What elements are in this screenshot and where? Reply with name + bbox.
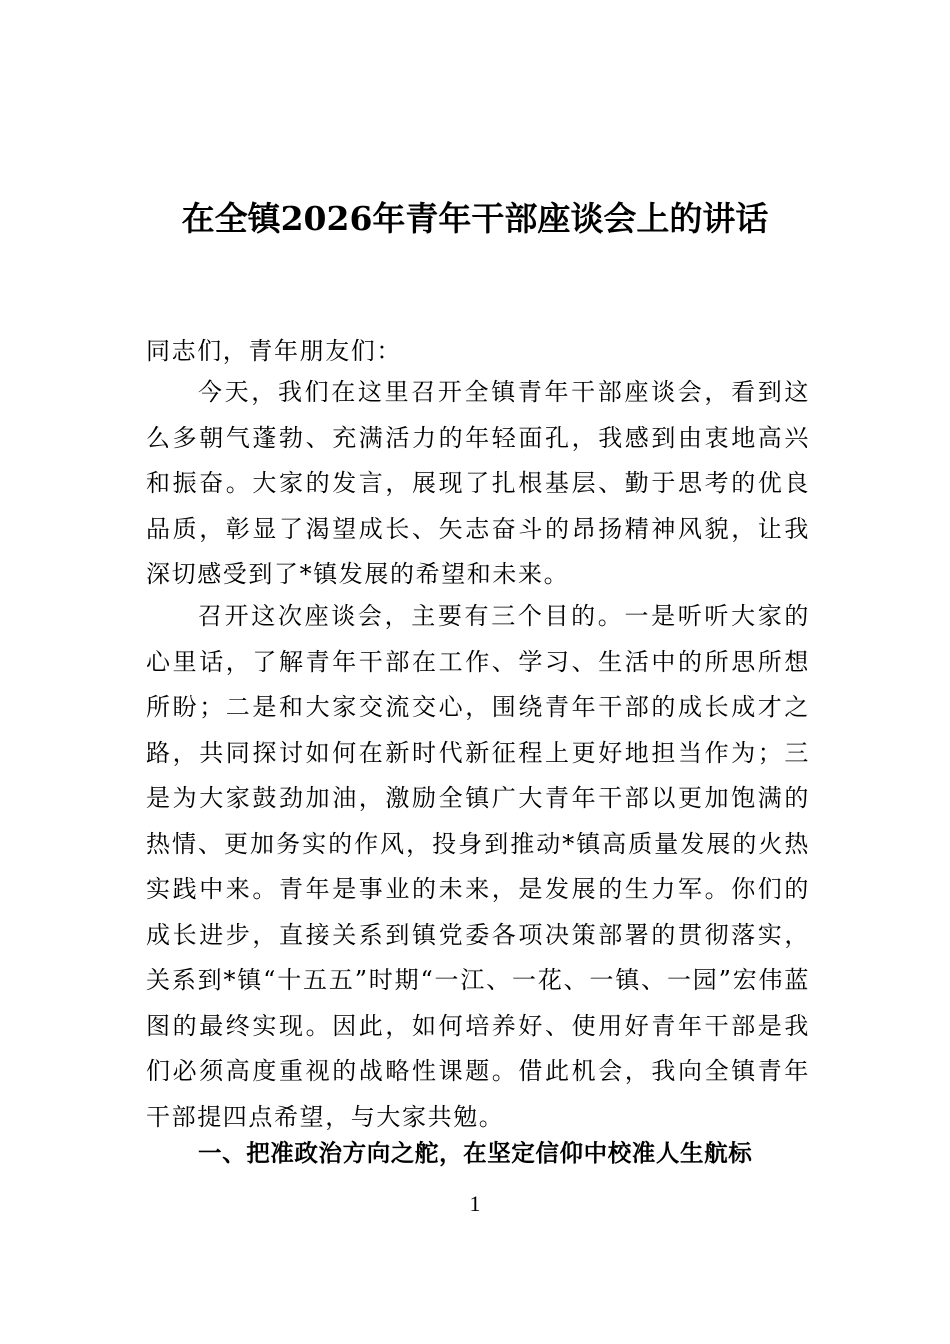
page-number: 1 bbox=[469, 1191, 481, 1216]
salutation: 同志们，青年朋友们： bbox=[146, 337, 402, 365]
paragraph-opening: 今天，我们在这里召开全镇青年干部座谈会，看到这么多朝气蓬勃、充满活力的年轻面孔，我感到由衷地高兴和振奋。大家的发言，展现了扎根基层、勤于思考的优良品质，彰显了渴望成长、矢志奋斗的昂扬精神风貌，让我深切感受到了*镇发展的希望和未来。 bbox=[146, 378, 810, 588]
paragraph-purpose: 召开这次座谈会，主要有三个目的。一是听听大家的心里话，了解青年干部在工作、学习、生活中的所思所想所盼；二是和大家交流交心，围绕青年干部的成长成才之路，共同探讨如何在新时代新征程上更好地担当作为；三是为大家鼓劲加油，激励全镇广大青年干部以更加饱满的热情、更加务实的作风，投身到推动*镇高质量发展的火热实践中来。青年是事业的未来，是发展的生力军。你们的成长进步，直接关系到镇党委各项决策部署的贯彻落实，关系到*镇“十五五”时期“一江、一花、一镇、一园”宏伟蓝图的最终实现。因此，如何培养好、使用好青年干部是我们必须高度重视的战略性课题。借此机会，我向全镇青年干部提四点希望，与大家共勉。 bbox=[146, 602, 810, 1131]
document-title: 在全镇2026年青年干部座谈会上的讲话 bbox=[181, 199, 769, 238]
section-heading-1: 一、把准政治方向之舵，在坚定信仰中校准人生航标 bbox=[198, 1139, 753, 1167]
